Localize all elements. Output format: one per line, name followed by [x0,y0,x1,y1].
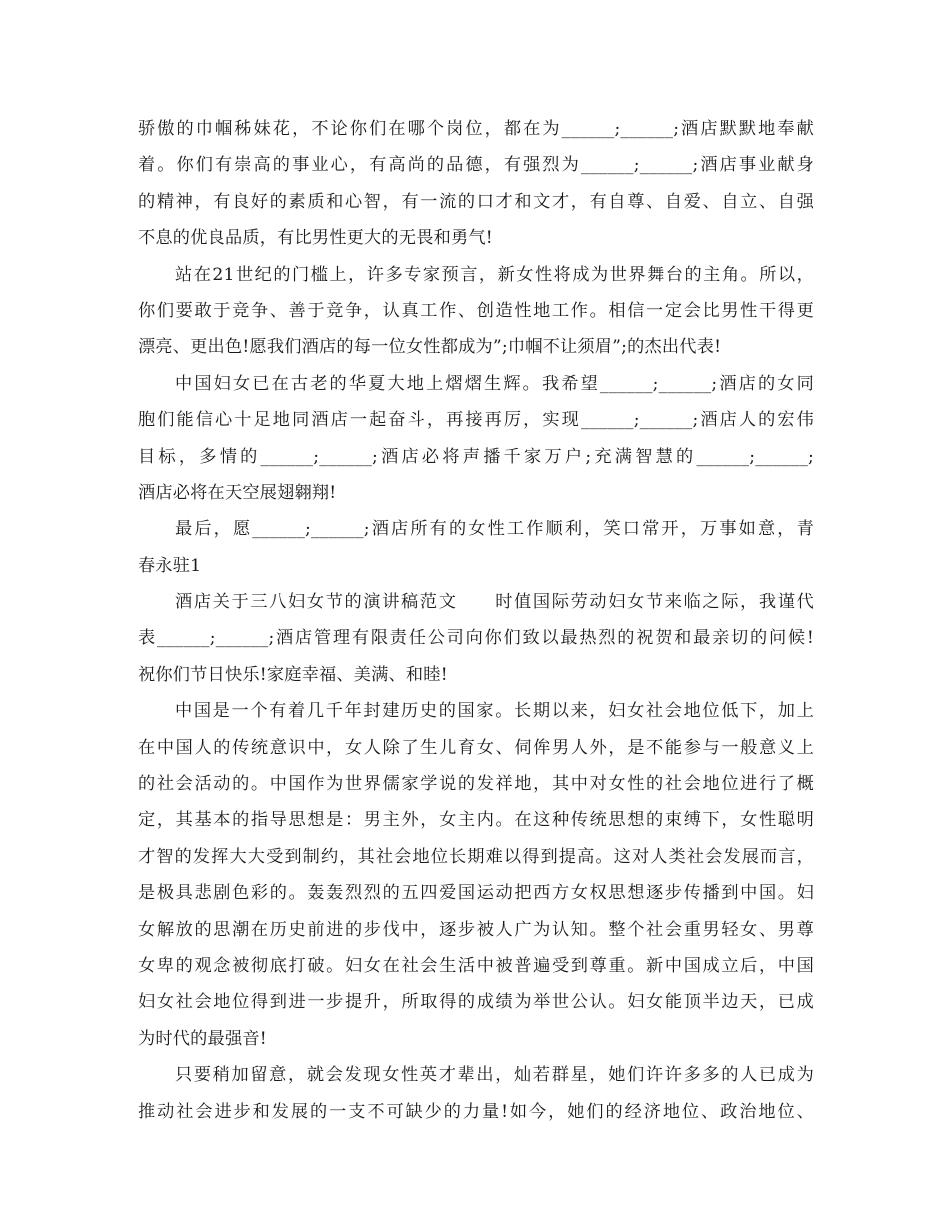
text-line: 推动社会进步和发展的一支不可缺少的力量!如今，她们的经济地位、政治地位、 [138,1101,814,1122]
text-line: 最后，愿______;______;酒店所有的女性工作顺利，笑口常开，万事如意，青 [175,519,814,540]
text-line: 是极具悲剧色彩的。轰轰烈烈的五四爱国运动把西方女权思想逐步传播到中国。妇 [138,883,814,904]
document-body [138,111,814,1130]
text-line: 漂亮、更出色!愿我们酒店的每一位女性都成为”;巾帼不让须眉”;的杰出代表! [138,337,722,358]
text-line: 中国妇女已在古老的华夏大地上熠熠生辉。我希望______;______;酒店的女同 [175,373,814,394]
text-line: 胞们能信心十足地同酒店一起奋斗，再接再厉，实现______;______;酒店人的宏伟 [138,410,814,431]
text-line: 目标，多情的______;______;酒店必将声播千家万户;充满智慧的______;______; [138,446,814,467]
text-line: 酒店关于三八妇女节的演讲稿范文 时值国际劳动妇女节来临之际，我谨代 [175,592,814,613]
text-line: 骄傲的巾帼秭妹花，不论你们在哪个岗位，都在为______;______;酒店默默地奉献 [138,119,814,139]
text-line: 女解放的思潮在历史前进的步伐中，逐步被人广为认知。整个社会重男轻女、男尊 [138,919,814,940]
text-line: 酒店必将在天空展翅翱翔! [138,482,337,503]
text-line: 才智的发挥大大受到制约，其社会地位长期难以得到提高。这对人类社会发展而言， [138,846,814,867]
text-line: 只要稍加留意，就会发现女性英才辈出，灿若群星，她们许许多多的人已成为 [175,1065,814,1086]
text-line: 春永驻1 [138,555,202,576]
text-line: 为时代的最强音! [138,1028,267,1049]
text-line: 中国是一个有着几千年封建历史的国家。长期以来，妇女社会地位低下，加上 [175,701,814,722]
text-line: 着。你们有崇高的事业心，有高尚的品德，有强烈为______;______;酒店事业献身 [138,155,814,176]
text-line: 站在21世纪的门槛上，许多专家预言，新女性将成为世界舞台的主角。所以， [175,264,814,285]
text-line: 不息的优良品质，有比男性更大的无畏和勇气! [138,228,493,249]
text-line: 祝你们节日快乐!家庭幸福、美满、和睦! [138,664,448,685]
text-line: 你们要敢于竞争、善于竞争，认真工作、创造性地工作。相信一定会比男性干得更 [138,300,814,321]
text-line: 女卑的观念被彻底打破。妇女在社会生活中被普遍受到尊重。新中国成立后，中国 [138,955,814,976]
text-line: 的社会活动的。中国作为世界儒家学说的发祥地，其中对女性的社会地位进行了概 [138,774,814,795]
text-line: 的精神，有良好的素质和心智，有一流的口才和文才，有自尊、自爱、自立、自强 [138,191,814,212]
text-line: 定，其基本的指导思想是：男主外，女主内。在这种传统思想的束缚下，女性聪明 [138,810,814,831]
text-line: 表______;______;酒店管理有限责任公司向你们致以最热烈的祝贺和最亲切的问候! [138,628,814,649]
text-line: 妇女社会地位得到进一步提升，所取得的成绩为举世公认。妇女能顶半边天，已成 [138,992,814,1013]
text-line: 在中国人的传统意识中，女人除了生儿育女、伺侔男人外，是不能参与一般意义上 [138,737,814,758]
